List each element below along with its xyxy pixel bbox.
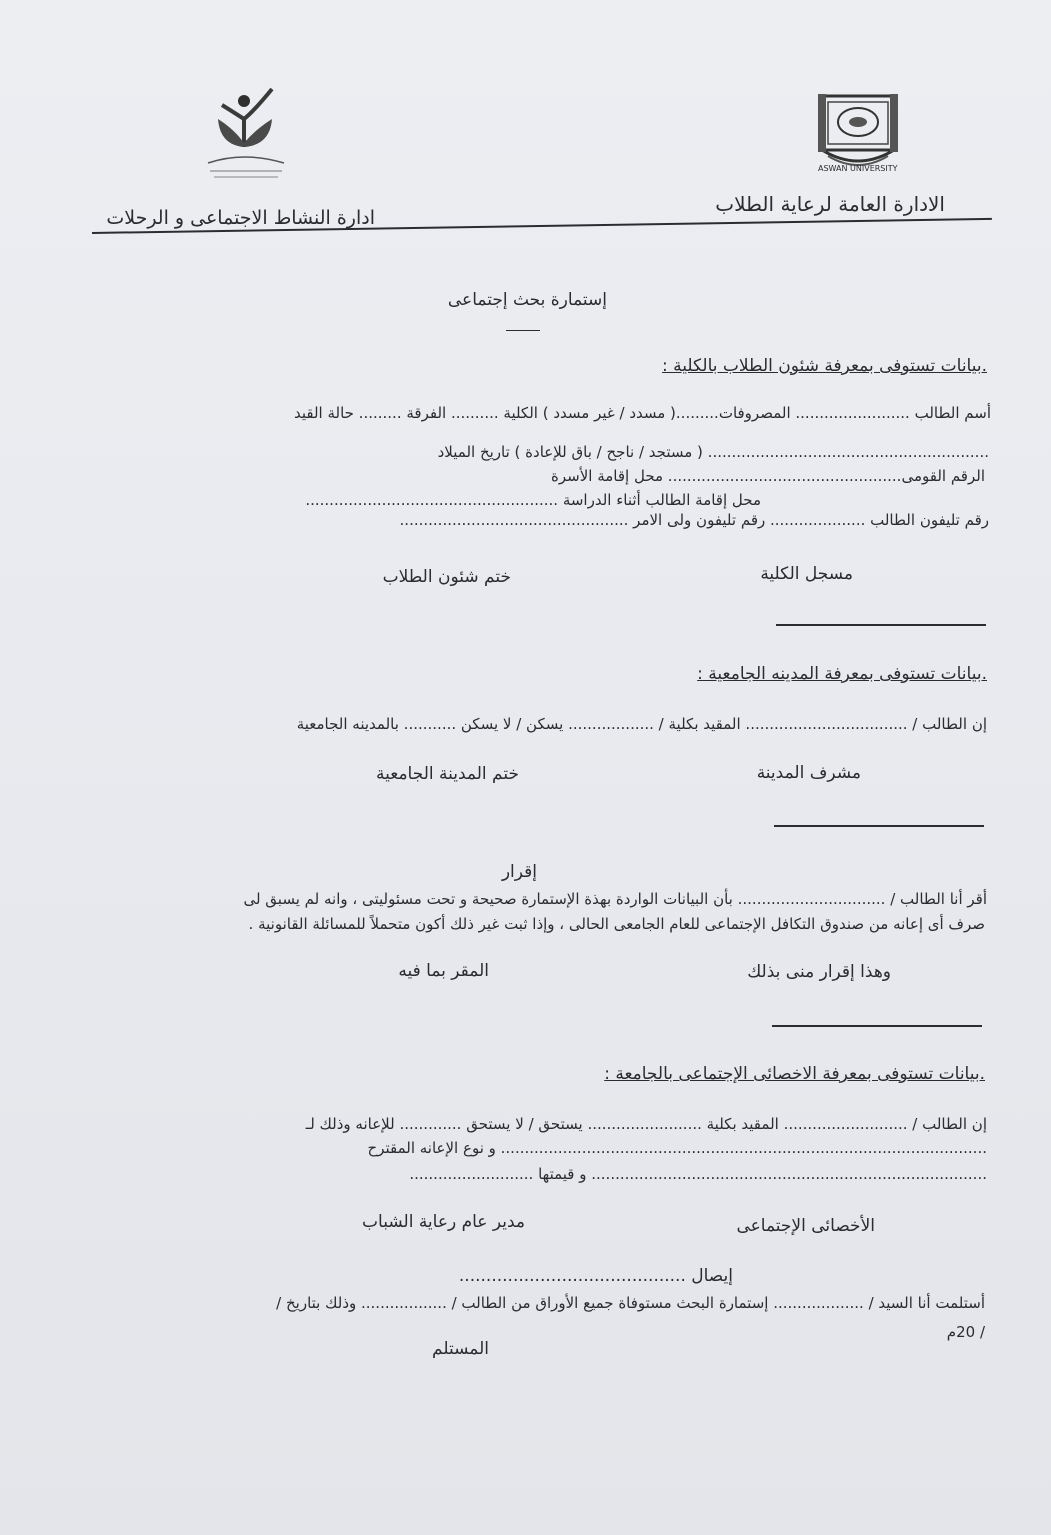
section3-line1: إن الطالب / .......................... المقيد بكلية ........................ يستحق / لا يستحق ............. للإعانه وذلك لـ — [305, 1115, 987, 1133]
header-right-title: الادارة العامة لرعاية الطلاب — [715, 192, 945, 216]
section3-line2: ...................................................................................................... و نوع الإعانه المقترح — [367, 1139, 987, 1157]
section1-line4: محل إقامة الطالب أثناء الدراسة ..................................................... — [305, 491, 761, 509]
section2-sign-right: مشرف المدينة — [756, 763, 861, 783]
declaration-sign-left: المقر بما فيه — [398, 961, 489, 981]
section1-line2: ........................................................... ( مستجد / ناجح / باق للإعادة ) تاريخ الميلاد — [437, 443, 989, 461]
declaration-sign-right: وهذا إقرار منى بذلك — [747, 962, 891, 982]
section2-signature-line — [774, 825, 984, 827]
section1-line5: رقم تليفون الطالب .................... رقم تليفون ولى الامر ................................................ — [399, 511, 989, 529]
section1-heading: .بيانات تستوفى بمعرفة شئون الطلاب بالكلية : — [662, 356, 987, 376]
section1-line1: أسم الطالب ........................ المصروفات.........( مسدد / غير مسدد ) الكلية .......... الفرقة ......... حالة القيد — [293, 404, 991, 422]
declaration-line2: صرف أى إعانه من صندوق التكافل الإجتماعى للعام الجامعى الحالى ، وإذا ثبت غير ذلك أكون متحملاً للمسائلة القانونية . — [248, 915, 985, 933]
receipt-line1: أستلمت أنا السيد / ................... إستمارة البحث مستوفاة جميع الأوراق من الطالب / .................. وذلك بتاريخ / — [276, 1294, 985, 1312]
section3-line3: ................................................................................... و قيمتها .......................... — [409, 1165, 987, 1183]
form-title: إستمارة بحث إجتماعى — [447, 290, 607, 310]
activity-department-logo — [200, 85, 290, 185]
section1-sign-left: ختم شئون الطلاب — [382, 567, 511, 587]
section2-sign-left: ختم المدينة الجامعية — [376, 764, 519, 784]
declaration-title: إقرار — [501, 862, 537, 882]
declaration-line1: أقر أنا الطالب / ............................... بأن البيانات الواردة بهذة الإستمارة صحيحة و تحت مسئوليتى ، وانه لم يسبق لى — [243, 890, 987, 908]
title-underline — [506, 330, 540, 331]
header-left-title: ادارة النشاط الاجتماعى و الرحلات — [106, 207, 375, 229]
section1-line3: الرقم القومى................................................. محل إقامة الأسرة — [551, 467, 985, 485]
section1-sign-right: مسجل الكلية — [760, 564, 853, 584]
section2-heading: .بيانات تستوفى بمعرفة المدينه الجامعية : — [697, 664, 987, 684]
declaration-signature-line — [772, 1025, 982, 1027]
section3-sign-right: الأخصائى الإجتماعى — [736, 1216, 875, 1236]
section3-sign-left: مدير عام رعاية الشباب — [362, 1212, 525, 1232]
section1-signature-line — [776, 624, 986, 626]
receipt-date: / 20م — [946, 1323, 985, 1341]
section3-heading: .بيانات تستوفى بمعرفة الاخصائى الإجتماعى بالجامعة : — [604, 1064, 985, 1084]
section2-line1: إن الطالب / .................................. المقيد بكلية / .................. يسكن / لا يسكن ........... بالمدينه الجامعية — [296, 715, 987, 733]
receipt-receiver: المستلم — [432, 1339, 489, 1359]
university-logo-caption: ASWAN UNIVERSITY — [818, 164, 898, 173]
receipt-title: إيصال .......................................... — [458, 1266, 733, 1286]
